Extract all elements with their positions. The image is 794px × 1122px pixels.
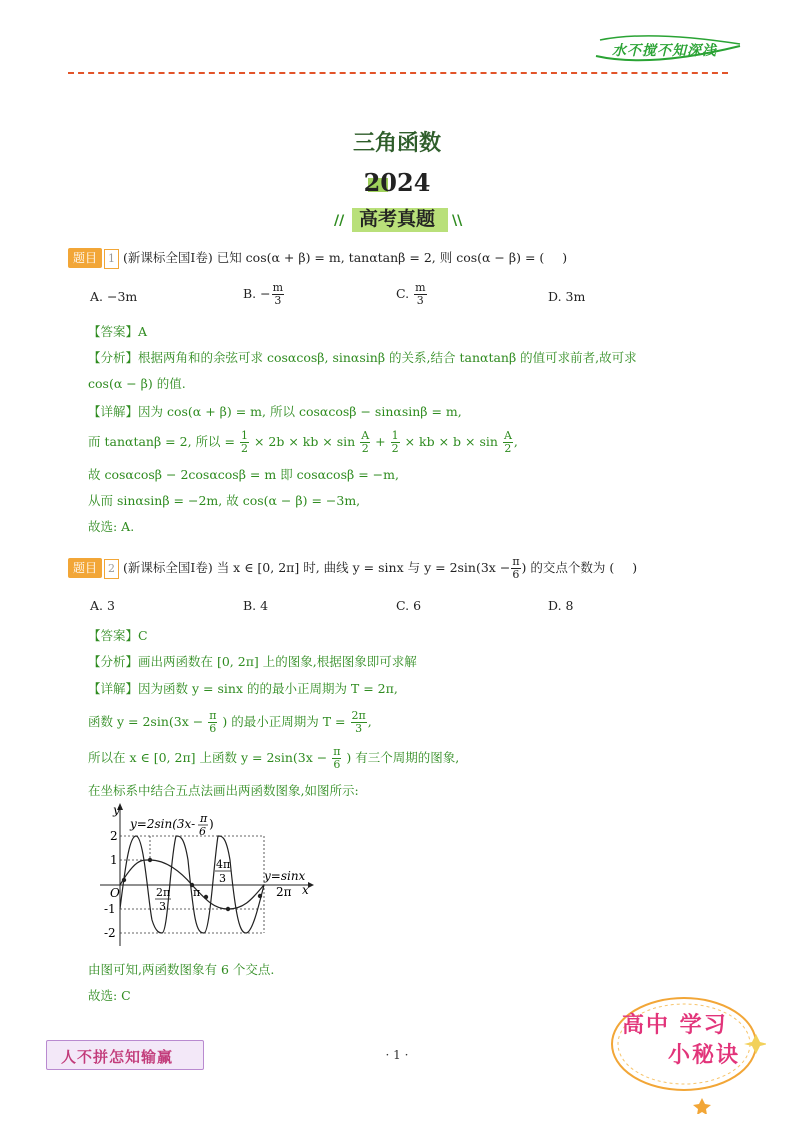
function-graph: [96, 800, 326, 950]
q1-analysis-line1: 【分析】根据两角和的余弦可求 cosαcosβ, sinαsinβ 的关系,结合 tanαtanβ 的值可求前者,故可求: [88, 350, 637, 365]
q1-detail-line3: 故 cosαcosβ − 2cosαcosβ = m 即 cosαcosβ = −m,: [88, 467, 399, 482]
fraction-den: 3: [416, 294, 424, 307]
header-badge: [590, 34, 750, 64]
stamp-line1: 高中 学习: [622, 1013, 728, 1038]
q2-conclusion: 由图可知,两函数图象有 6 个交点.: [88, 962, 275, 977]
q2-analysis: 【分析】画出两函数在 [0, 2π] 上的图象,根据图象即可求解: [88, 654, 417, 669]
q2-option-d: D. 8: [548, 598, 574, 613]
curve-label-pi: π: [200, 812, 208, 825]
question-2-stem: [68, 556, 637, 581]
fraction: [332, 746, 341, 771]
detail-text: 函数 y = 2sin(3x −: [88, 714, 204, 729]
curve-label-6: 6: [199, 825, 206, 838]
study-tips-stamp: [606, 994, 766, 1114]
fraction-den: 2: [504, 442, 512, 455]
star-icon: [693, 1098, 711, 1114]
question-source: (新课标全国Ⅰ卷): [123, 250, 213, 265]
fraction: [240, 430, 249, 455]
q2-detail-line3: [88, 746, 459, 771]
question-source: (新课标全国Ⅰ卷): [123, 560, 213, 575]
detail-text: ) 的最小正周期为 T =: [222, 714, 346, 729]
q1-option-b: [243, 282, 285, 307]
question-text: ) 的交点个数为 (: [521, 560, 615, 575]
fraction: [351, 710, 367, 735]
question-number: 1: [104, 249, 119, 269]
tick-2pi3-num: 2π: [156, 886, 171, 899]
detail-text: 而 tanαtanβ = 2, 所以 =: [88, 434, 235, 449]
fraction-num: m: [415, 281, 426, 294]
tick-pi: π: [193, 886, 201, 899]
q1-answer: 【答案】A: [88, 324, 148, 339]
fraction: [360, 430, 370, 455]
fraction-num: m: [272, 281, 284, 294]
fraction: [208, 710, 217, 735]
fraction: [391, 430, 400, 455]
q2-detail-line1: 【详解】因为函数 y = sinx 的的最小正周期为 T = 2π,: [88, 681, 398, 696]
fraction: [414, 282, 426, 307]
fraction: [511, 556, 520, 581]
fraction-num: 1: [240, 429, 248, 442]
fraction-den: 2: [391, 442, 399, 455]
slash-left-icon: //: [334, 213, 345, 229]
q1-detail-line4: 从而 sinαsinβ = −2m, 故 cos(α − β) = −3m,: [88, 493, 361, 508]
fraction: [503, 430, 513, 455]
fraction-den: 3: [355, 722, 363, 735]
detail-text: 所以在 x ∈ [0, 2π] 上函数 y = 2sin(3x −: [88, 750, 328, 765]
question-text: 已知 cos(α + β) = m, tanαtanβ = 2, 则 cos(α − β) = (: [216, 250, 545, 265]
fraction-num: π: [512, 555, 520, 568]
tick-4pi3-den: 3: [219, 872, 226, 885]
x-axis-label: x: [302, 883, 309, 897]
detail-text: ) 有三个周期的图象,: [346, 750, 460, 765]
fraction-num: A: [503, 429, 512, 442]
q2-option-c: C. 6: [396, 598, 422, 613]
header-badge-text: 水不搅不知深浅: [612, 43, 717, 59]
fraction-num: 1: [391, 429, 399, 442]
curve-label-top: y=2sin(3x-: [130, 817, 196, 831]
tick-minus-2: -2: [104, 926, 116, 940]
detail-text: ,: [367, 714, 372, 729]
question-paren: ): [562, 250, 568, 265]
fraction-den: 2: [240, 442, 248, 455]
stamp-line2: 小秘诀: [668, 1043, 741, 1068]
curve-label-close: ): [209, 817, 214, 831]
tick-2pi: 2π: [276, 885, 292, 899]
fraction-num: π: [209, 709, 217, 722]
fraction-num: π: [333, 745, 341, 758]
tick-1: 1: [110, 853, 118, 867]
q1-option-c: [396, 282, 428, 307]
sin-curve-label: y=sinx: [264, 869, 306, 883]
q2-choose: 故选: C: [88, 988, 131, 1003]
fraction: [272, 282, 284, 307]
q1-analysis-line2: cos(α − β) 的值.: [88, 376, 186, 391]
question-number: 2: [104, 559, 119, 579]
question-tag: 题目: [68, 558, 102, 578]
fraction-den: 2: [361, 442, 369, 455]
q1-option-a: A. −3m: [90, 289, 138, 304]
section-subtitle: 高考真题: [358, 208, 435, 230]
fraction-num: 2π: [351, 709, 366, 722]
q1-choose: 故选: A.: [88, 519, 135, 534]
fraction-num: A: [361, 429, 370, 442]
tick-minus-1: -1: [104, 902, 116, 916]
q2-option-b: B. 4: [243, 598, 269, 613]
y-axis-label: y: [113, 803, 120, 817]
question-paren: ): [632, 560, 638, 575]
slash-right-icon: \\: [452, 213, 463, 229]
x-arrow-icon: [308, 882, 314, 888]
year-heading: 2024: [363, 168, 431, 197]
fraction-den: 3: [274, 294, 282, 307]
option-label: B. −: [243, 286, 271, 301]
q2-answer: 【答案】C: [88, 628, 148, 643]
question-tag: 题目: [68, 248, 102, 268]
detail-text: ,: [513, 434, 518, 449]
detail-text: × kb × b × sin: [404, 434, 498, 449]
fraction-den: 6: [512, 568, 520, 581]
origin-label: O: [110, 886, 120, 900]
page-title: 三角函数: [352, 131, 441, 156]
question-1-stem: [68, 248, 567, 269]
detail-text: × 2b × kb × sin: [253, 434, 356, 449]
q1-detail-line1: 【详解】因为 cos(α + β) = m, 所以 cosαcosβ − sinαsinβ = m,: [88, 404, 462, 419]
header-divider: [68, 72, 728, 74]
fraction-den: 6: [333, 758, 341, 771]
q2-detail-line4: 在坐标系中结合五点法画出两函数图象,如图所示:: [88, 783, 359, 798]
tick-2: 2: [110, 829, 118, 843]
question-text: 当 x ∈ [0, 2π] 时, 曲线 y = sinx 与 y = 2sin(3x −: [216, 560, 511, 575]
q1-option-d: D. 3m: [548, 289, 586, 304]
footer-motto-text: 人不拼怎知输赢: [61, 1048, 174, 1066]
page-number: · 1 ·: [385, 1048, 409, 1062]
tick-2pi3-den: 3: [159, 900, 166, 913]
tick-4pi3-num: 4π: [216, 858, 231, 871]
detail-text: +: [375, 434, 386, 449]
option-label: C.: [396, 286, 414, 301]
q1-detail-line2: [88, 430, 518, 455]
fraction-den: 6: [209, 722, 217, 735]
q2-option-a: A. 3: [90, 598, 115, 613]
q2-detail-line2: [88, 710, 372, 735]
